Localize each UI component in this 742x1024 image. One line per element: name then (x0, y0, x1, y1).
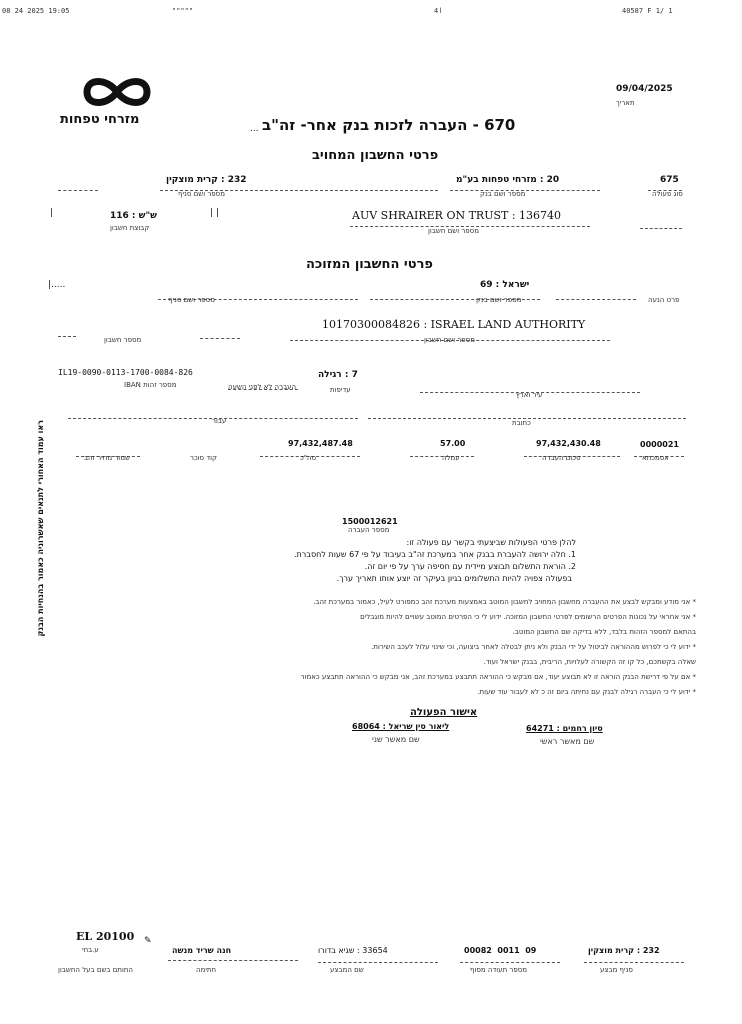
edit-icon[interactable]: ✎ (144, 936, 152, 946)
footer-signer: חנה שריד מנשה (172, 946, 232, 955)
credit-fee: 57.00 (440, 439, 466, 448)
credit-reason-sub: עבור (212, 417, 227, 425)
credit-branch-sub: מספר ושם סניף (168, 296, 215, 304)
debit-type-sub: סוג פעולה (652, 190, 683, 198)
bank-name: מזרחי טפחות (60, 112, 140, 127)
credit-section-heading: פרטי החשבון המזוכה (306, 257, 433, 272)
footer-handler: 33654 : שגיא בדורו (318, 946, 388, 955)
debit-left-mark: | (50, 208, 54, 218)
form-date-label: תאריך (616, 99, 635, 107)
credit-bank-sub: מספר ושם בנק (476, 296, 522, 304)
side-note: ראו עמוד האחורי לתנאים שאשרוניה כאמור בהנחיות הבנק (36, 420, 45, 637)
fax-center: ا4 (434, 7, 443, 15)
debit-account-sub: מספר ושם חשבון (428, 227, 479, 235)
credit-urgency: 7 : רגילה (318, 370, 358, 380)
debit-right-field (640, 214, 682, 229)
footer-signer-sub: חתימה (196, 966, 217, 974)
credit-fee-sub: עמלה (442, 454, 460, 462)
footer-handler-sub: שם המבצע (330, 966, 364, 974)
debit-blank-field (58, 176, 98, 191)
credit-urgency-sub: עדיפות (330, 386, 351, 394)
debit-section-heading: פרטי החשבון המחויב (312, 148, 439, 163)
bullet-6: * אם על פי דרישת הבנק הוראה זו לא תבוצע יעוד, אם מבקש כי ההוראה תתבצע במערכת זהב, אני מבקש כי ההוראה תתבצע כאמור (300, 673, 696, 681)
debit-branch-sub: מספר ושם סניף (178, 190, 225, 198)
credit-account-sub: מספר ושם חשבון (424, 336, 475, 344)
credit-iban: IL19-0090-0113-1700-0084-826 (58, 368, 193, 377)
credit-urgency-note-sub: העברה לא לפני השעה (228, 383, 297, 391)
body-line-4: בפעולה צפויה להיות התשלומים בגיון בעיקר זה יוצע אותו תאריך ערך. (336, 574, 572, 583)
credit-iban-sub: מספר זהות IBAN (124, 381, 177, 389)
credit-address-sub: כתובת (512, 419, 531, 427)
debit-type: 675 (660, 175, 679, 185)
credit-commission-sub: שמור מחיר זהב (84, 454, 130, 462)
second-approver-label: שם מאשר שני (372, 735, 420, 744)
credit-ref: 0000021 (640, 440, 679, 449)
footer-doc-id: EL 20100 (76, 930, 135, 943)
approval-heading: אישור הפעולה (410, 707, 478, 718)
credit-bank: ישראל : 69 (480, 280, 530, 290)
form-date: 09/04/2025 (616, 84, 673, 94)
bank-logo-icon (82, 74, 152, 110)
bullet-5: שאלה בקשתכם, כל קו זה הקשורה לעלויות, הריבית, בבנק ישראל ועוד. (483, 658, 696, 666)
second-approver: ליאור סין שריאל : 68064 (352, 722, 450, 731)
fax-datetime: 08 24 2025 19:05 (2, 7, 70, 15)
debit-currency: ש"ש : 116 (110, 211, 158, 221)
debit-mid-mark: | | (210, 208, 219, 218)
form-title: 670 - העברה לזכות בנק אחר- זה"ב (262, 116, 516, 134)
footer-codes-sub: מספר תעודה מסוף (470, 966, 528, 974)
footer-doc-sub: ע.בחי (82, 946, 99, 954)
bullet-3: בהתאם למספר הזהות בלבד, ללא בדיקה שם החשבון המוטב. (512, 628, 696, 636)
credit-extra-sub: מספר חשבון (104, 336, 142, 344)
body-line-2: 1. חלה ירושה להעברת בבנק אחר במערכת זה"ב בעיבוד על פי 67 שעות לחסברת. (294, 550, 576, 559)
fax-left-code: """"" (172, 7, 194, 15)
credit-total-sub: סה"כ (300, 454, 317, 462)
debit-bank: 20 : מזרחי טפחות בע"מ (456, 175, 560, 185)
footer-codes: 00082 0011 09 (464, 946, 537, 955)
footer-branch-sub: סניף מבצע (600, 966, 633, 974)
bullet-4: * ידוע לי כי לפרוש מההוראה לביטול על ידי הבנק ולא ניתן לבטלה לאחר ביצועה, וכי שינוי עלול לעכב השירות. (371, 643, 696, 651)
credit-code-sub: קוד סוכר (190, 454, 218, 462)
bullet-1: * אני מודע ומבקש לבצע את ההעברה מחשבון המחויב לחשבון המוטב באמצעות מערכת זהב כמפורט לעיל, כאמור במערכת זהב. (313, 598, 696, 606)
fax-right: 40587 F 1/ 1 (622, 7, 673, 15)
debit-bank-sub: מספר ושם בנק (480, 190, 526, 198)
footer-branch: 232 : קרית מוצקין (588, 946, 660, 955)
credit-account: 10170300084826 : ISRAEL LAND AUTHORITY (322, 318, 586, 331)
footer-signer-label: החותם בשם בעל החשבון (58, 966, 134, 974)
title-mark: ... (250, 124, 259, 134)
body-line-3: 2. הוראת התשלום תבוצע מיידית עם חסיפה ערך על פי יום זה. (364, 562, 576, 571)
credit-transfer-sub: סכום העברה (542, 454, 581, 462)
credit-target-sub: פרט הנעה (648, 296, 680, 304)
credit-ref-sub: אסמכתא (642, 454, 669, 462)
transfer-reference: 1500012621 (342, 517, 398, 526)
bullet-2: * אני אחראי על נכונות הפרטים הרשומים לפרטי החשבון המזוכה. ידוע לי כי הפרטים המוטב עשויים להיות מוגבלים (360, 613, 696, 621)
credit-left-mark: |..... (48, 280, 66, 290)
first-approver: סיון רחמים : 64271 (526, 724, 603, 733)
credit-transfer-amount: 97,432,430.48 (536, 439, 601, 448)
credit-total: 97,432,487.48 (288, 439, 353, 448)
credit-mid-field (200, 324, 240, 339)
first-approver-label: שם מאשר ראשי (540, 737, 595, 746)
credit-city-sub: עיר וארץ (516, 391, 543, 399)
body-line-1: להלן פרטי הפעולות שביצעתי בקשר עם פעולה זו: (406, 538, 576, 547)
bullet-7: * ידוע לי כי העברה רגילה לבנק עם נחיתה ביום זה כ לא לעבור עוד שעות. (477, 688, 696, 696)
debit-currency-sub: קבוצת חשבון (110, 224, 150, 232)
debit-account: AUV SHRAIRER ON TRUST : 136740 (352, 209, 562, 222)
debit-branch: 232 : קרית מוצקין (166, 175, 247, 185)
credit-address-field (368, 404, 686, 419)
credit-extra-field (58, 322, 76, 337)
transfer-reference-label: מספר העברה (348, 526, 390, 534)
credit-target-field (556, 285, 636, 300)
